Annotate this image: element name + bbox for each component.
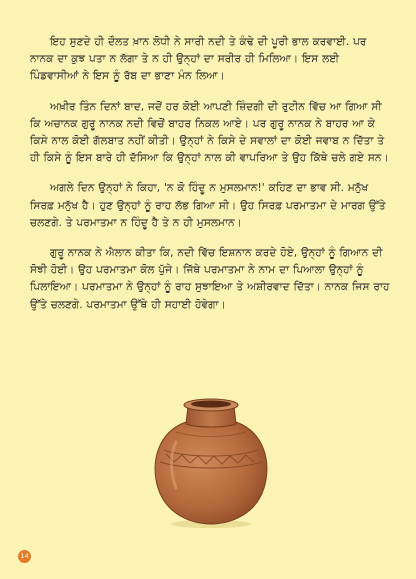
paragraph-2: ਅਖ਼ੀਰ ਤਿੰਨ ਦਿਨਾਂ ਬਾਦ, ਜਦੋਂ ਹਰ ਕੋਈ ਆਪਣੀ ਜ਼ਿੰਦਗੀ ਦੀ ਰੁਟੀਨ ਵਿੱਚ ਆ ਗਿਆ ਸੀ ਕਿ ਅਚਾਨਕ ਗੁਰੂ ਨਾਨਕ ਨਦੀ ਵਿਚੋਂ ਬਾਹਰ ਨਿਕਲ ਆਏ। ਪਰ ਗੁਰੂ ਨਾਨਕ ਨੇ ਬਾਹਰ ਆ ਕੇ ਕਿਸੇ ਨਾਲ ਕੋਈ ਗੱਲਬਾਤ ਨਹੀਂ ਕੀਤੀ। ਉਨ੍ਹਾਂ ਨੇ ਕਿਸੇ ਦੇ ਸਵਾਲਾਂ ਦਾ ਕੋਈ ਜਵਾਬ ਨ ਦਿੱਤਾ ਤੇ ਹੀ ਕਿਸੇ ਨੂੰ ਇਸ ਬਾਰੇ ਹੀ ਦੱਸਿਆ ਕਿ ਉਨ੍ਹਾਂ ਨਾਲ ਕੀ ਵਾਪਰਿਆ ਤੇ ਉਹ ਕਿੱਥੇ ਚਲੇ ਗਏ ਸਨ। — [30, 100, 389, 165]
story-text — [30, 34, 390, 327]
paragraph-3: ਅਗਲੇ ਦਿਨ ਉਨ੍ਹਾਂ ਨੇ ਕਿਹਾ, 'ਨ ਕੋ ਹਿੰਦੂ ਨ ਮੁਸਲਮਾਨ!' ਕਹਿਣ ਦਾ ਭਾਵ ਸੀ. ਮਨੁੱਖ ਸਿਰਫ਼ ਮਨੁੱਖ ਹੈ। ਹੁਣ ਉਨ੍ਹਾਂ ਨੂੰ ਰਾਹ ਲੱਭ ਗਿਆ ਸੀ। ਉਹ ਸਿਰਫ਼ ਪਰਮਾਤਮਾ ਦੇ ਮਾਰਗ ਉੱਤੇ ਚਲਣਗੇ. ਤੇ ਪਰਮਾਤਮਾ ਨ ਹਿੰਦੂ ਹੈ ਤੇ ਨ ਹੀ ਮੁਸਲਮਾਨ। — [30, 182, 386, 229]
paragraph-1: ਇਹ ਸੁਣਦੇ ਹੀ ਦੌਲਤ ਖ਼ਾਨ ਲੋਧੀ ਨੇ ਸਾਰੀ ਨਦੀ ਤੇ ਕੰਢੇ ਦੀ ਪੂਰੀ ਭਾਲ ਕਰਵਾਈ. ਪਰ ਨਾਨਕ ਦਾ ਕੁਝ ਪਤਾ ਨ ਲੱਗਾ ਤੇ ਨ ਹੀ ਉਨ੍ਹਾਂ ਦਾ ਸਰੀਰ ਹੀ ਮਿਲਿਆ। ਇਸ ਲਈ ਪਿੰਡਵਾਸੀਆਂ ਨੇ ਇਸ ਨੂੰ ਰੱਬ ਦਾ ਭਾਣਾ ਮੰਨ ਲਿਆ। — [30, 36, 367, 83]
clay-pot-illustration — [146, 392, 276, 530]
clay-pot-icon — [146, 392, 276, 530]
paragraph-4: ਗੁਰੂ ਨਾਨਕ ਨੇ ਐਲਾਨ ਕੀਤਾ ਕਿ, ਨਦੀ ਵਿੱਚ ਇਸ਼ਨਾਨ ਕਰਦੇ ਹੋਏ, ਉਨ੍ਹਾਂ ਨੂੰ ਗਿਆਨ ਦੀ ਸੋਝੀ ਹੋਈ। ਉਹ ਪਰਮਾਤਮਾ ਕੋਲ ਪੁੱਜੇ। ਜਿੱਥੇ ਪਰਮਾਤਮਾ ਨੇ ਨਾਮ ਦਾ ਪਿਆਲਾ ਉਨ੍ਹਾਂ ਨੂੰ ਪਿਲਾਇਆ। ਪਰਮਾਤਮਾ ਨੇ ਉਨ੍ਹਾਂ ਨੂੰ ਰਾਹ ਸੁਝਾਇਆ ਤੇ ਅਸ਼ੀਰਵਾਦ ਦਿੱਤਾ। ਨਾਨਕ ਜਿਸ ਰਾਹ ਉੱਤੇ ਚਲਣਗੇ. ਪਰਮਾਤਮਾ ਉੱਥੇ ਹੀ ਸਹਾਈ ਹੋਵੇਗਾ। — [30, 247, 390, 311]
page-number-badge: 14 — [18, 550, 31, 563]
